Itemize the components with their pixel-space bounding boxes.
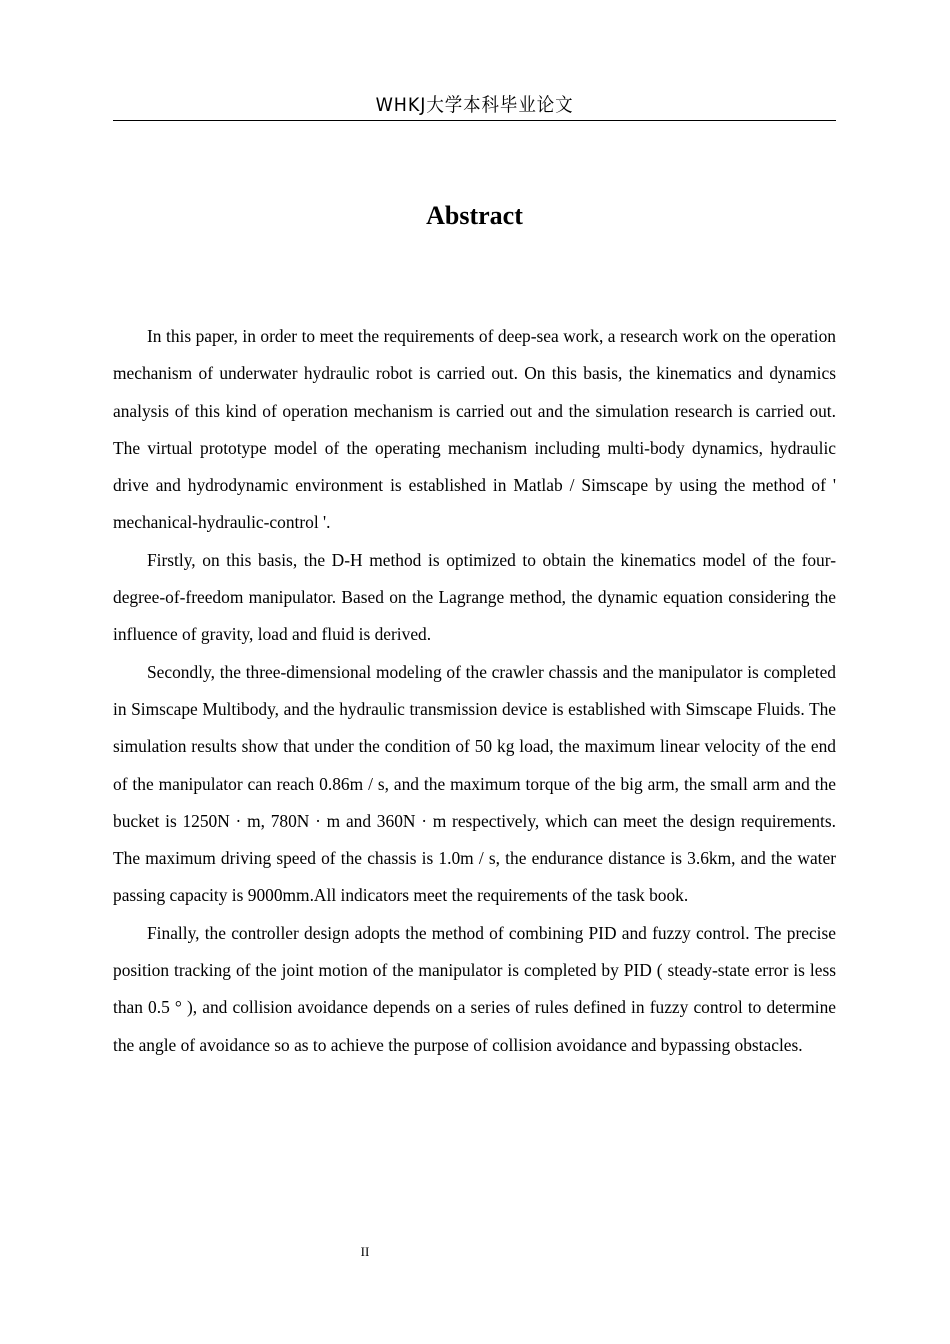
abstract-body [113, 318, 836, 1064]
header-title: WHKJ大学本科毕业论文 [375, 94, 574, 116]
abstract-title: Abstract [426, 201, 523, 230]
page-header [113, 92, 836, 121]
page-number: II [360, 1244, 370, 1259]
abstract-paragraph-1: In this paper, in order to meet the requirements of deep-sea work, a research work on the operation mechanism of underwater hydraulic robot is carried out. On this basis, the kinematics and dynamics analysis of this kind of operation mechanism is carried out and the simulation research is carried out. The virtual prototype model of the operating mechanism including multi-body dynamics, hydraulic drive and hydrodynamic environment is established in Matlab / Simscape by using the method of ' mechanical-hydraulic-control '. [113, 326, 836, 533]
abstract-paragraph-2: Firstly, on this basis, the D-H method is optimized to obtain the kinematics model of the four-degree-of-freedom manipulator. Based on the Lagrange method, the dynamic equation considering the influence of gravity, load and fluid is derived. [113, 549, 836, 645]
abstract-paragraph-3: Secondly, the three-dimensional modeling of the crawler chassis and the manipulator is completed in Simscape Multibody, and the hydraulic transmission device is established with Simscape Fluids. The simulation results show that under the condition of 50 kg load, the maximum linear velocity of the end of the manipulator can reach 0.86m / s, and the maximum torque of the big arm, the small arm and the bucket is 1250N · m, 780N · m and 360N · m respectively, which can meet the design requirements. The maximum driving speed of the chassis is 1.0m / s, the endurance distance is 3.6km, and the water passing capacity is 9000mm.All indicators meet the requirements of the task book. [113, 661, 836, 906]
abstract-paragraph-4: Finally, the controller design adopts the method of combining PID and fuzzy control. The precise position tracking of the joint motion of the manipulator is completed by PID ( steady-state error is less than 0.5 ° ), and collision avoidance depends on a series of rules defined in fuzzy control to determine the angle of avoidance so as to achieve the purpose of collision avoidance and bypassing obstacles. [113, 922, 836, 1055]
